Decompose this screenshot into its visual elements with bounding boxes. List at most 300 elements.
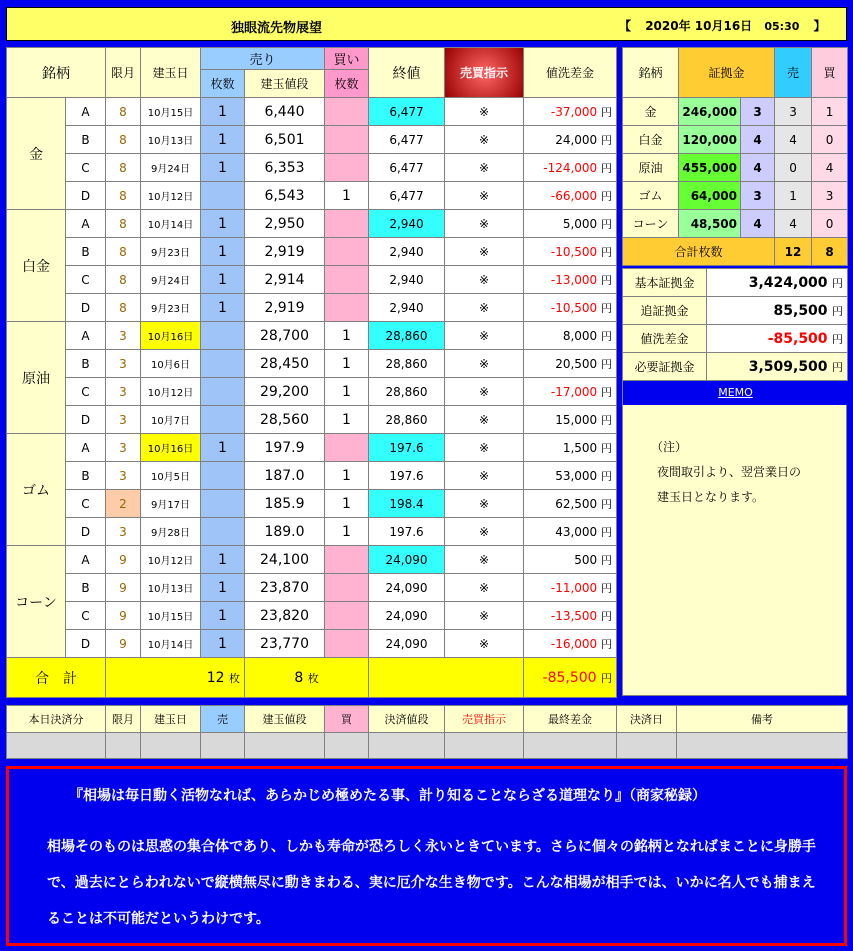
date-text: 2020年 10月16日 [645, 19, 753, 33]
bracket-open: 【 [619, 19, 632, 33]
row-close: 24,090 [369, 602, 445, 630]
summary-table [622, 268, 848, 381]
row-close: 28,860 [369, 406, 445, 434]
deposit-name: 原油 [623, 154, 679, 182]
row-month: 8 [106, 98, 141, 126]
deposit-row [623, 182, 848, 210]
row-id: B [66, 126, 106, 154]
row-date: 10月16日 [141, 434, 201, 462]
settle-col-4: 売 [201, 706, 245, 733]
deposit-count: 4 [741, 210, 775, 238]
deposit-sell: 3 [775, 98, 812, 126]
row-month: 8 [106, 294, 141, 322]
table-row [7, 518, 617, 546]
row-month: 3 [106, 518, 141, 546]
row-date: 10月15日 [141, 602, 201, 630]
table-row [7, 462, 617, 490]
row-sell [201, 182, 245, 210]
row-price: 23,870 [245, 574, 325, 602]
row-sell: 1 [201, 238, 245, 266]
row-month: 8 [106, 238, 141, 266]
settle-col-11: 備考 [677, 706, 848, 733]
row-date: 10月16日 [141, 322, 201, 350]
row-month: 8 [106, 210, 141, 238]
row-signal: ※ [445, 462, 524, 490]
row-diff: -16,000 円 [524, 630, 617, 658]
settle-cell [524, 733, 617, 759]
row-sell [201, 406, 245, 434]
deposit-table [622, 47, 848, 266]
row-buy: 1 [325, 406, 369, 434]
row-price: 24,100 [245, 546, 325, 574]
row-price: 2,950 [245, 210, 325, 238]
row-date: 10月12日 [141, 378, 201, 406]
row-signal: ※ [445, 126, 524, 154]
deposit-count: 3 [741, 182, 775, 210]
row-sell: 1 [201, 546, 245, 574]
row-close: 6,477 [369, 154, 445, 182]
row-price: 2,919 [245, 238, 325, 266]
deposit-row [623, 154, 848, 182]
deposit-name: ゴム [623, 182, 679, 210]
row-date: 10月12日 [141, 182, 201, 210]
row-date: 10月14日 [141, 630, 201, 658]
deposit-buy: 4 [812, 154, 848, 182]
settle-cell [325, 733, 369, 759]
table-row [7, 294, 617, 322]
row-month: 9 [106, 574, 141, 602]
table-row [7, 406, 617, 434]
row-signal: ※ [445, 602, 524, 630]
positions-table [6, 47, 617, 698]
commodity-name: ゴム [7, 434, 66, 546]
row-buy [325, 238, 369, 266]
settle-col-7: 決済値段 [369, 706, 445, 733]
row-price: 187.0 [245, 462, 325, 490]
row-sell: 1 [201, 602, 245, 630]
row-signal: ※ [445, 182, 524, 210]
row-diff: 53,000 円 [524, 462, 617, 490]
table-row [7, 210, 617, 238]
row-close: 197.6 [369, 518, 445, 546]
table-row [7, 602, 617, 630]
row-diff: -13,000 円 [524, 266, 617, 294]
col-sell-maisu: 枚数 [201, 70, 245, 98]
row-close: 24,090 [369, 546, 445, 574]
deposit-buy: 1 [812, 98, 848, 126]
row-buy [325, 154, 369, 182]
row-id: A [66, 434, 106, 462]
row-buy: 1 [325, 350, 369, 378]
panel-col-shokokin: 証拠金 [679, 48, 775, 98]
table-row [7, 182, 617, 210]
row-sell [201, 462, 245, 490]
row-price: 28,450 [245, 350, 325, 378]
tsuika-value: 85,500 円 [707, 297, 848, 325]
deposit-count: 4 [741, 126, 775, 154]
row-id: C [66, 266, 106, 294]
row-diff: -10,500 円 [524, 238, 617, 266]
hitsuyo-value: 3,509,500 円 [707, 353, 848, 381]
row-id: A [66, 322, 106, 350]
row-buy [325, 546, 369, 574]
row-sell: 1 [201, 98, 245, 126]
commodity-name: コーン [7, 546, 66, 658]
row-month: 3 [106, 462, 141, 490]
row-date: 9月24日 [141, 266, 201, 294]
table-row [7, 490, 617, 518]
panel-total-buy: 8 [812, 238, 848, 266]
row-date: 10月7日 [141, 406, 201, 434]
col-tateday: 建玉日 [141, 48, 201, 98]
row-id: D [66, 630, 106, 658]
row-id: A [66, 98, 106, 126]
row-diff: 24,000 円 [524, 126, 617, 154]
col-sagaku: 値洗差金 [524, 48, 617, 98]
row-close: 2,940 [369, 266, 445, 294]
panel-total-label: 合計枚数 [623, 238, 775, 266]
col-signal: 売買指示 [445, 48, 524, 98]
row-signal: ※ [445, 546, 524, 574]
row-id: C [66, 378, 106, 406]
row-price: 2,914 [245, 266, 325, 294]
memo-line: （注） [651, 440, 688, 454]
panel-col-meigara: 銘柄 [623, 48, 679, 98]
memo-title[interactable]: MEMO [623, 381, 848, 405]
row-sell [201, 350, 245, 378]
deposit-amount: 64,000 [679, 182, 741, 210]
row-id: A [66, 210, 106, 238]
row-id: D [66, 182, 106, 210]
row-month: 8 [106, 182, 141, 210]
row-close: 197.6 [369, 462, 445, 490]
memo-panel [622, 380, 847, 696]
row-close: 28,860 [369, 378, 445, 406]
neara-value: -85,500 円 [707, 325, 848, 353]
col-uri: 売り [201, 48, 325, 70]
row-id: D [66, 294, 106, 322]
table-row [7, 154, 617, 182]
table-row [7, 126, 617, 154]
row-close: 6,477 [369, 182, 445, 210]
table-row [7, 322, 617, 350]
row-sell [201, 518, 245, 546]
row-month: 3 [106, 434, 141, 462]
row-date: 10月13日 [141, 126, 201, 154]
deposit-row [623, 98, 848, 126]
row-date: 10月5日 [141, 462, 201, 490]
hitsuyo-label: 必要証拠金 [623, 353, 707, 381]
totals-label: 合 計 [7, 658, 106, 698]
row-signal: ※ [445, 574, 524, 602]
row-id: C [66, 490, 106, 518]
row-signal: ※ [445, 238, 524, 266]
table-row [7, 238, 617, 266]
row-diff: 15,000 円 [524, 406, 617, 434]
row-diff: -17,000 円 [524, 378, 617, 406]
row-signal: ※ [445, 154, 524, 182]
row-signal: ※ [445, 210, 524, 238]
deposit-sell: 0 [775, 154, 812, 182]
row-id: B [66, 238, 106, 266]
row-signal: ※ [445, 266, 524, 294]
totals-diff: -85,500 円 [524, 658, 617, 698]
neara-label: 値洗差金 [623, 325, 707, 353]
row-id: D [66, 406, 106, 434]
row-date: 10月14日 [141, 210, 201, 238]
row-buy [325, 266, 369, 294]
table-row [7, 350, 617, 378]
table-row [7, 574, 617, 602]
row-buy [325, 294, 369, 322]
settle-cell [445, 733, 524, 759]
deposit-count: 4 [741, 154, 775, 182]
deposit-name: 金 [623, 98, 679, 126]
deposit-amount: 120,000 [679, 126, 741, 154]
totals-buy: 8 枚 [245, 658, 369, 698]
totals-row [7, 658, 617, 698]
table-row [7, 546, 617, 574]
row-month: 9 [106, 546, 141, 574]
row-price: 2,919 [245, 294, 325, 322]
row-sell [201, 378, 245, 406]
row-month: 3 [106, 350, 141, 378]
memo-line: 夜間取引より、翌営業日の [657, 465, 802, 479]
row-price: 6,543 [245, 182, 325, 210]
row-date: 10月15日 [141, 98, 201, 126]
row-id: C [66, 154, 106, 182]
deposit-amount: 246,000 [679, 98, 741, 126]
row-date: 9月23日 [141, 294, 201, 322]
row-month: 3 [106, 322, 141, 350]
row-sell: 1 [201, 574, 245, 602]
panel-col-kai: 買 [812, 48, 848, 98]
row-month: 3 [106, 378, 141, 406]
row-diff: 500 円 [524, 546, 617, 574]
settle-col-3: 建玉日 [141, 706, 201, 733]
table-row [7, 98, 617, 126]
row-id: B [66, 462, 106, 490]
totals-blank [369, 658, 524, 698]
settle-cell [369, 733, 445, 759]
row-id: D [66, 518, 106, 546]
row-price: 29,200 [245, 378, 325, 406]
row-buy [325, 602, 369, 630]
row-buy [325, 210, 369, 238]
row-sell [201, 322, 245, 350]
row-close: 24,090 [369, 630, 445, 658]
row-signal: ※ [445, 378, 524, 406]
row-buy: 1 [325, 462, 369, 490]
commodity-name: 白金 [7, 210, 66, 322]
title-bar [6, 7, 847, 41]
row-buy: 1 [325, 182, 369, 210]
settle-cell [677, 733, 848, 759]
row-price: 197.9 [245, 434, 325, 462]
panel-total-sell: 12 [775, 238, 812, 266]
row-price: 28,560 [245, 406, 325, 434]
date-display [619, 17, 847, 34]
settle-col-2: 限月 [106, 706, 141, 733]
deposit-row [623, 210, 848, 238]
row-signal: ※ [445, 630, 524, 658]
settle-col-6: 買 [325, 706, 369, 733]
row-buy: 1 [325, 378, 369, 406]
page-title: 独眼流先物展望 [231, 21, 323, 36]
row-sell [201, 490, 245, 518]
row-close: 197.6 [369, 434, 445, 462]
row-diff: 20,500 円 [524, 350, 617, 378]
col-owarine: 終値 [369, 48, 445, 98]
row-signal: ※ [445, 434, 524, 462]
kihon-value: 3,424,000 円 [707, 269, 848, 297]
col-tatene: 建玉値段 [245, 70, 325, 98]
row-date: 10月13日 [141, 574, 201, 602]
row-signal: ※ [445, 98, 524, 126]
col-meigara: 銘柄 [7, 48, 106, 98]
row-price: 23,820 [245, 602, 325, 630]
settle-cell [245, 733, 325, 759]
settle-col-1: 本日決済分 [7, 706, 106, 733]
row-close: 198.4 [369, 490, 445, 518]
deposit-buy: 0 [812, 126, 848, 154]
row-buy [325, 630, 369, 658]
settle-cell [141, 733, 201, 759]
row-close: 2,940 [369, 238, 445, 266]
time-text: 05:30 [764, 20, 800, 33]
deposit-count: 3 [741, 98, 775, 126]
memo-body [651, 435, 801, 510]
row-sell: 1 [201, 266, 245, 294]
row-date: 9月17日 [141, 490, 201, 518]
row-date: 9月24日 [141, 154, 201, 182]
row-diff: -124,000 円 [524, 154, 617, 182]
row-close: 6,477 [369, 98, 445, 126]
row-signal: ※ [445, 294, 524, 322]
settlement-table [6, 705, 848, 759]
row-date: 9月28日 [141, 518, 201, 546]
row-price: 185.9 [245, 490, 325, 518]
deposit-buy: 3 [812, 182, 848, 210]
deposit-sell: 4 [775, 126, 812, 154]
row-close: 2,940 [369, 210, 445, 238]
settle-col-9: 最終差金 [524, 706, 617, 733]
tsuika-label: 追証拠金 [623, 297, 707, 325]
kihon-label: 基本証拠金 [623, 269, 707, 297]
row-price: 23,770 [245, 630, 325, 658]
row-sell: 1 [201, 126, 245, 154]
table-row [7, 266, 617, 294]
row-buy [325, 126, 369, 154]
row-buy: 1 [325, 490, 369, 518]
deposit-sell: 1 [775, 182, 812, 210]
quote-box [6, 766, 847, 946]
row-price: 28,700 [245, 322, 325, 350]
row-date: 10月6日 [141, 350, 201, 378]
commodity-name: 原油 [7, 322, 66, 434]
deposit-amount: 455,000 [679, 154, 741, 182]
totals-sell: 12 枚 [106, 658, 245, 698]
row-month: 2 [106, 490, 141, 518]
row-price: 6,440 [245, 98, 325, 126]
deposit-name: コーン [623, 210, 679, 238]
row-signal: ※ [445, 518, 524, 546]
panel-col-uri: 売 [775, 48, 812, 98]
row-month: 8 [106, 154, 141, 182]
memo-line: 建玉日となります。 [657, 490, 765, 504]
deposit-amount: 48,500 [679, 210, 741, 238]
row-signal: ※ [445, 406, 524, 434]
row-sell: 1 [201, 434, 245, 462]
row-diff: -37,000 円 [524, 98, 617, 126]
settle-cell [106, 733, 141, 759]
settle-cell [617, 733, 677, 759]
row-close: 24,090 [369, 574, 445, 602]
quote-heading: 『相場は毎日動く活物なれば、あらかじめ極めたる事、計り知ることならざる道理なり』（商家秘録） [69, 788, 706, 804]
bracket-close: 】 [813, 19, 826, 33]
row-id: B [66, 574, 106, 602]
row-diff: -66,000 円 [524, 182, 617, 210]
row-diff: 43,000 円 [524, 518, 617, 546]
settle-col-8: 売買指示 [445, 706, 524, 733]
row-diff: -13,500 円 [524, 602, 617, 630]
deposit-name: 白金 [623, 126, 679, 154]
row-price: 189.0 [245, 518, 325, 546]
row-month: 9 [106, 630, 141, 658]
row-diff: 8,000 円 [524, 322, 617, 350]
row-diff: 1,500 円 [524, 434, 617, 462]
row-month: 8 [106, 266, 141, 294]
col-gengetsu: 限月 [106, 48, 141, 98]
row-diff: -11,000 円 [524, 574, 617, 602]
row-month: 3 [106, 406, 141, 434]
row-sell: 1 [201, 210, 245, 238]
table-row [7, 434, 617, 462]
row-signal: ※ [445, 350, 524, 378]
row-signal: ※ [445, 490, 524, 518]
row-buy [325, 574, 369, 602]
row-buy: 1 [325, 322, 369, 350]
row-signal: ※ [445, 322, 524, 350]
deposit-buy: 0 [812, 210, 848, 238]
row-id: A [66, 546, 106, 574]
row-diff: 62,500 円 [524, 490, 617, 518]
row-close: 2,940 [369, 294, 445, 322]
row-sell: 1 [201, 294, 245, 322]
row-date: 10月12日 [141, 546, 201, 574]
row-sell: 1 [201, 630, 245, 658]
row-sell: 1 [201, 154, 245, 182]
settle-cell [7, 733, 106, 759]
row-month: 9 [106, 602, 141, 630]
row-diff: -10,500 円 [524, 294, 617, 322]
settle-col-5: 建玉値段 [245, 706, 325, 733]
settle-cell [201, 733, 245, 759]
row-close: 6,477 [369, 126, 445, 154]
row-price: 6,353 [245, 154, 325, 182]
col-kai: 買い [325, 48, 369, 70]
row-id: B [66, 350, 106, 378]
settle-col-10: 決済日 [617, 706, 677, 733]
row-id: C [66, 602, 106, 630]
row-month: 8 [106, 126, 141, 154]
row-buy [325, 434, 369, 462]
row-buy: 1 [325, 518, 369, 546]
row-close: 28,860 [369, 350, 445, 378]
row-buy [325, 98, 369, 126]
quote-body: 相場そのものは思惑の集合体であり、しかも寿命が恐ろしく永いときています。さらに個々の銘柄となればまことに身勝手で、過去にとらわれないで縦横無尽に動きまわる、実に厄介な生き物です。こんな相場が相手では、いかに名人でも捕まえることは不可能だというわけです。 [47, 839, 816, 927]
table-row [7, 630, 617, 658]
